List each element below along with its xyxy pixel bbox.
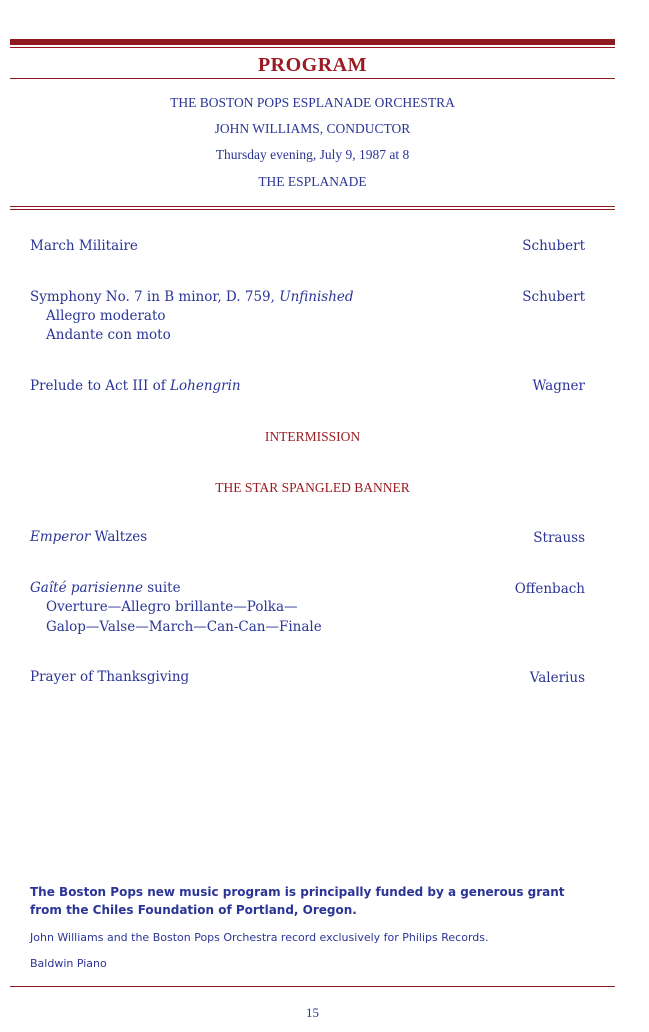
- page-number: 15: [306, 1005, 319, 1020]
- top-thin-rule: [10, 47, 615, 48]
- header-rule-bottom: [10, 209, 615, 210]
- piece-composer: Offenbach: [514, 581, 585, 597]
- piece-composer: Schubert: [522, 289, 585, 305]
- piece-title-text: Waltzes: [90, 529, 148, 545]
- piece-title: [30, 579, 181, 598]
- records-note: John Williams and the Boston Pops Orchestra record exclusively for Philips Records.: [30, 931, 489, 944]
- title-underline: [10, 78, 615, 79]
- piece-title: Prayer of Thanksgiving: [30, 669, 190, 685]
- orchestra-name: THE BOSTON POPS ESPLANADE ORCHESTRA: [170, 95, 455, 110]
- piece-composer: Wagner: [532, 378, 585, 394]
- piece-title-italic: Unfinished: [279, 289, 354, 305]
- piece-title: [30, 377, 241, 396]
- piece-composer: Schubert: [522, 238, 585, 254]
- piece-title: [30, 528, 147, 547]
- footer-rule: [10, 986, 615, 987]
- page-title: PROGRAM: [257, 54, 368, 76]
- intermission-label: INTERMISSION: [264, 429, 361, 444]
- movement: Overture—Allegro brillante—Polka—: [46, 599, 298, 615]
- piece-title-text: Symphony No. 7 in B minor, D. 759,: [30, 289, 280, 305]
- conductor-name: JOHN WILLIAMS, CONDUCTOR: [214, 121, 411, 136]
- piece-title-italic: Emperor: [30, 529, 91, 545]
- anthem-label: THE STAR SPANGLED BANNER: [215, 480, 410, 495]
- movement: Allegro moderato: [46, 308, 166, 324]
- concert-date: Thursday evening, July 9, 1987 at 8: [215, 147, 410, 162]
- piece-composer: Valerius: [529, 670, 585, 686]
- piece-title-italic: Lohengrin: [170, 378, 241, 394]
- top-thick-rule: [10, 39, 615, 45]
- piece-title-text: suite: [142, 580, 181, 596]
- piece-title: March Militaire: [30, 238, 138, 254]
- piece-composer: Strauss: [533, 530, 585, 546]
- piece-title: [30, 288, 354, 307]
- funding-note: The Boston Pops new music program is principally funded by a generous grant from the Chiles Foundation of Portland, Oregon.: [30, 885, 565, 917]
- piece-title-text: Prelude to Act III of: [30, 378, 171, 394]
- piano-note: Baldwin Piano: [30, 957, 107, 970]
- movement: Andante con moto: [46, 327, 171, 343]
- venue: THE ESPLANADE: [258, 174, 367, 189]
- header-rule-top: [10, 206, 615, 207]
- movement: Galop—Valse—March—Can-Can—Finale: [46, 619, 322, 635]
- piece-title-italic: Gaîté parisienne: [30, 580, 143, 596]
